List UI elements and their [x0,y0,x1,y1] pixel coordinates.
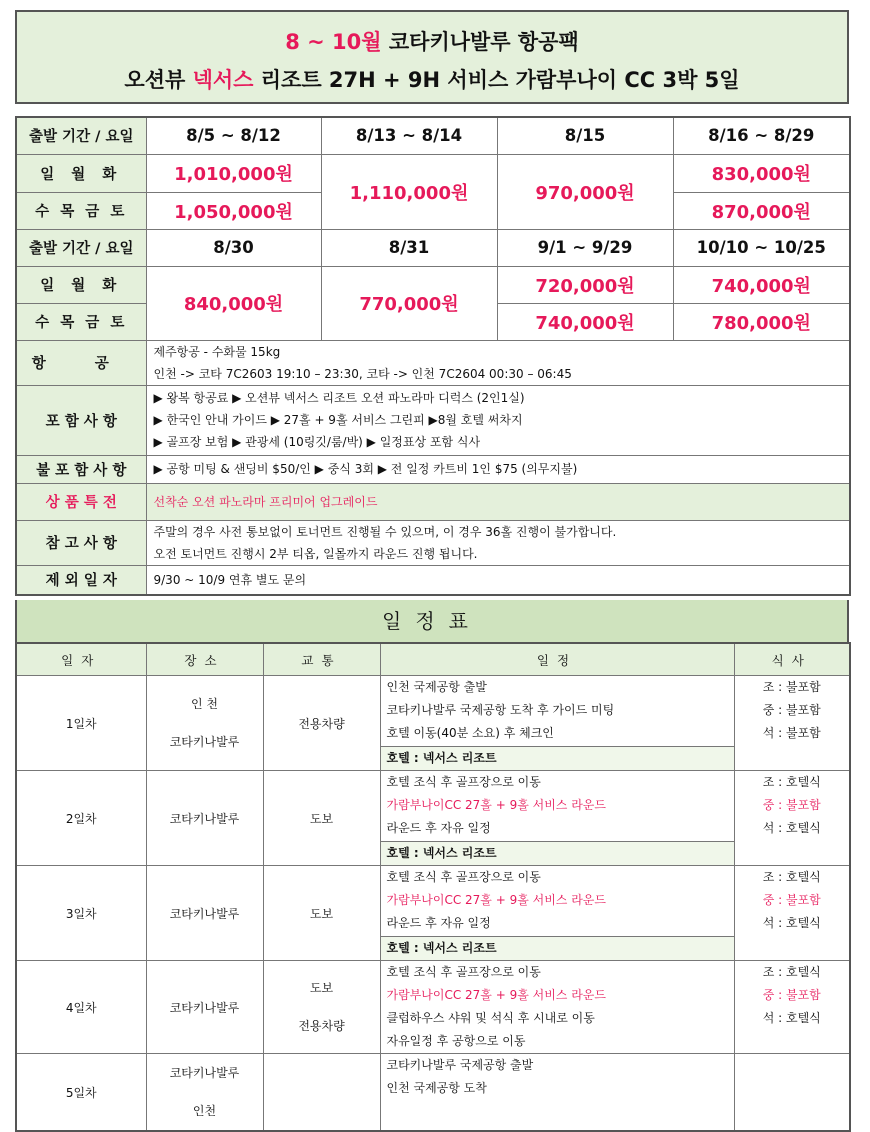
meal-cell [734,866,850,961]
price-cell: 780,000원 [673,303,850,340]
schedule-line: 호텔 이동(40분 소요) 후 체크인 [386,726,554,740]
schedule-table [15,642,851,1132]
note-line: 주말의 경우 사전 통보없이 토너먼트 진행될 수 있으며, 이 경우 36홀 진행이 불가합니다. [153,524,617,539]
flight-line: 제주항공 - 수화물 15kg [153,344,281,359]
label-include: 포 함 사 항 [16,385,146,455]
label-flight: 항 공 [16,340,146,385]
label-wed-sat: 수 목 금 토 [16,303,146,340]
transport-line: 도보 [309,981,334,995]
schedule-line: 호텔 조식 후 골프장으로 이동 [386,870,541,884]
place-cell: 코타키나발루 [146,866,263,961]
day-cell: 5일차 [16,1054,146,1132]
header-meal: 식사 [734,643,850,676]
transport-cell [263,961,380,1054]
schedule-line: 코타키나발루 국제공항 출발 [386,1058,534,1072]
title-post: 리조트 27H + 9H 서비스 가람부나이 CC 3박 5일 [260,68,740,92]
note-line: 오전 토너먼트 진행시 2부 티옵, 일몰까지 라운드 진행 됩니다. [153,546,478,561]
price-cell: 740,000원 [497,303,673,340]
schedule-line: 호텔 조식 후 골프장으로 이동 [386,775,541,789]
transport-cell: 전용차량 [263,676,380,771]
schedule-cell [380,961,734,1054]
meal-line: 석 : 호텔식 [762,916,821,930]
price-cell: 870,000원 [673,192,850,229]
place-line: 인 천 [191,697,218,711]
header-transport: 교통 [263,643,380,676]
date-cell: 8/30 [146,229,321,266]
meal-line: 석 : 호텔식 [762,821,821,835]
meal-line: 석 : 불포함 [762,726,821,740]
label-exclude: 불 포 함 사 항 [16,455,146,483]
meal-cell [734,961,850,1054]
flight-line: 인천 -> 코타 7C2603 19:10 – 23:30, 코타 -> 인천 7C2604 00:30 – 06:45 [153,366,572,381]
transport-cell: 도보 [263,866,380,961]
label-exclude-date: 제 외 일 자 [16,565,146,595]
schedule-title: 일정표 [15,600,849,642]
meal-line: 중 : 불포함 [762,703,821,717]
price-cell: 1,110,000원 [321,154,497,229]
label-special: 상 품 특 전 [16,483,146,520]
include-line: ▶ 한국인 안내 가이드 ▶ 27홀 + 9홀 서비스 그린피 ▶8월 호텔 써차지 [153,413,523,427]
hotel-line: 호텔 : 넥서스 리조트 [381,936,734,960]
meal-cell [734,1054,850,1132]
date-cell: 8/13 ~ 8/14 [321,117,497,154]
date-cell: 8/5 ~ 8/12 [146,117,321,154]
meal-line: 조 : 호텔식 [762,965,821,979]
date-cell: 8/16 ~ 8/29 [673,117,850,154]
price-cell: 740,000원 [673,266,850,303]
place-cell [146,676,263,771]
place-line: 인천 [192,1104,217,1118]
hotel-line: 호텔 : 넥서스 리조트 [381,746,734,770]
schedule-line: 라운드 후 자유 일정 [386,821,491,835]
place-cell [146,1054,263,1132]
schedule-line: 라운드 후 자유 일정 [386,916,491,930]
day-cell: 4일차 [16,961,146,1054]
price-cell: 770,000원 [321,266,497,340]
schedule-line: 호텔 조식 후 골프장으로 이동 [386,965,541,979]
include-info [146,385,850,455]
schedule-line: 가람부나이CC 27홀 + 9홀 서비스 라운드 [386,988,606,1002]
schedule-cell [380,771,734,866]
meal-line: 조 : 호텔식 [762,775,821,789]
meal-line: 중 : 불포함 [762,988,821,1002]
place-cell: 코타키나발루 [146,771,263,866]
price-cell: 1,050,000원 [146,192,321,229]
transport-line: 전용차량 [298,1019,345,1033]
price-cell: 720,000원 [497,266,673,303]
date-cell: 9/1 ~ 9/29 [497,229,673,266]
place-line: 코타키나발루 [169,735,240,749]
meal-line: 조 : 호텔식 [762,870,821,884]
flight-info [146,340,850,385]
price-cell: 840,000원 [146,266,321,340]
title-line-1 [17,26,847,56]
include-line: ▶ 골프장 보험 ▶ 관광세 (10링깃/룸/박) ▶ 일정표상 포함 식사 [153,435,481,449]
include-line: ▶ 왕복 항공료 ▶ 오션뷰 넥서스 리조트 오션 파노라마 디럭스 (2인1실) [153,391,525,405]
exclude-info: ▶ 공항 미팅 & 샌딩비 $50/인 ▶ 중식 3회 ▶ 전 일정 카트비 1인 $75 (의무지불) [146,455,850,483]
meal-line: 석 : 호텔식 [762,1011,821,1025]
meal-line: 중 : 불포함 [762,798,821,812]
meal-cell [734,676,850,771]
label-sun-tue: 일 월 화 [16,266,146,303]
hotel-line: 호텔 : 넥서스 리조트 [381,841,734,865]
price-cell: 830,000원 [673,154,850,192]
label-departure-period: 출발 기간 / 요일 [16,229,146,266]
schedule-line: 코타키나발루 국제공항 도착 후 가이드 미팅 [386,703,615,717]
price-cell: 970,000원 [497,154,673,229]
place-line: 코타키나발루 [169,1066,240,1080]
date-cell: 8/31 [321,229,497,266]
title-period: 8 ~ 10월 [285,30,382,54]
header-day: 일자 [16,643,146,676]
place-cell: 코타키나발루 [146,961,263,1054]
schedule-line: 클럽하우스 샤워 및 석식 후 시내로 이동 [386,1011,595,1025]
meal-cell [734,771,850,866]
title-pre: 오션뷰 [124,68,186,92]
header-place: 장소 [146,643,263,676]
date-cell: 8/15 [497,117,673,154]
schedule-line: 인천 국제공항 도착 [386,1081,487,1095]
schedule-line: 가람부나이CC 27홀 + 9홀 서비스 라운드 [386,893,606,907]
schedule-cell [380,676,734,771]
label-wed-sat: 수 목 금 토 [16,192,146,229]
label-note: 참 고 사 항 [16,520,146,565]
date-cell: 10/10 ~ 10/25 [673,229,850,266]
schedule-line: 가람부나이CC 27홀 + 9홀 서비스 라운드 [386,798,606,812]
transport-cell [263,1054,380,1132]
exclude-date-info: 9/30 ~ 10/9 연휴 별도 문의 [146,565,850,595]
schedule-line: 자유일정 후 공항으로 이동 [386,1034,526,1048]
day-cell: 1일차 [16,676,146,771]
header-schedule: 일정 [380,643,734,676]
title-line-2 [17,64,847,94]
meal-line: 중 : 불포함 [762,893,821,907]
title-box [15,10,849,104]
schedule-line: 인천 국제공항 출발 [386,680,487,694]
title-product: 코타키나발루 항공팩 [388,30,579,54]
schedule-cell [380,1054,734,1132]
special-info: 선착순 오션 파노라마 프리미어 업그레이드 [146,483,850,520]
day-cell: 3일차 [16,866,146,961]
label-departure-period: 출발 기간 / 요일 [16,117,146,154]
meal-line: 조 : 불포함 [762,680,821,694]
transport-cell: 도보 [263,771,380,866]
price-cell: 1,010,000원 [146,154,321,192]
title-brand: 넥서스 [192,68,254,92]
day-cell: 2일차 [16,771,146,866]
note-info [146,520,850,565]
pricing-info-table [15,116,851,596]
label-sun-tue: 일 월 화 [16,154,146,192]
schedule-cell [380,866,734,961]
